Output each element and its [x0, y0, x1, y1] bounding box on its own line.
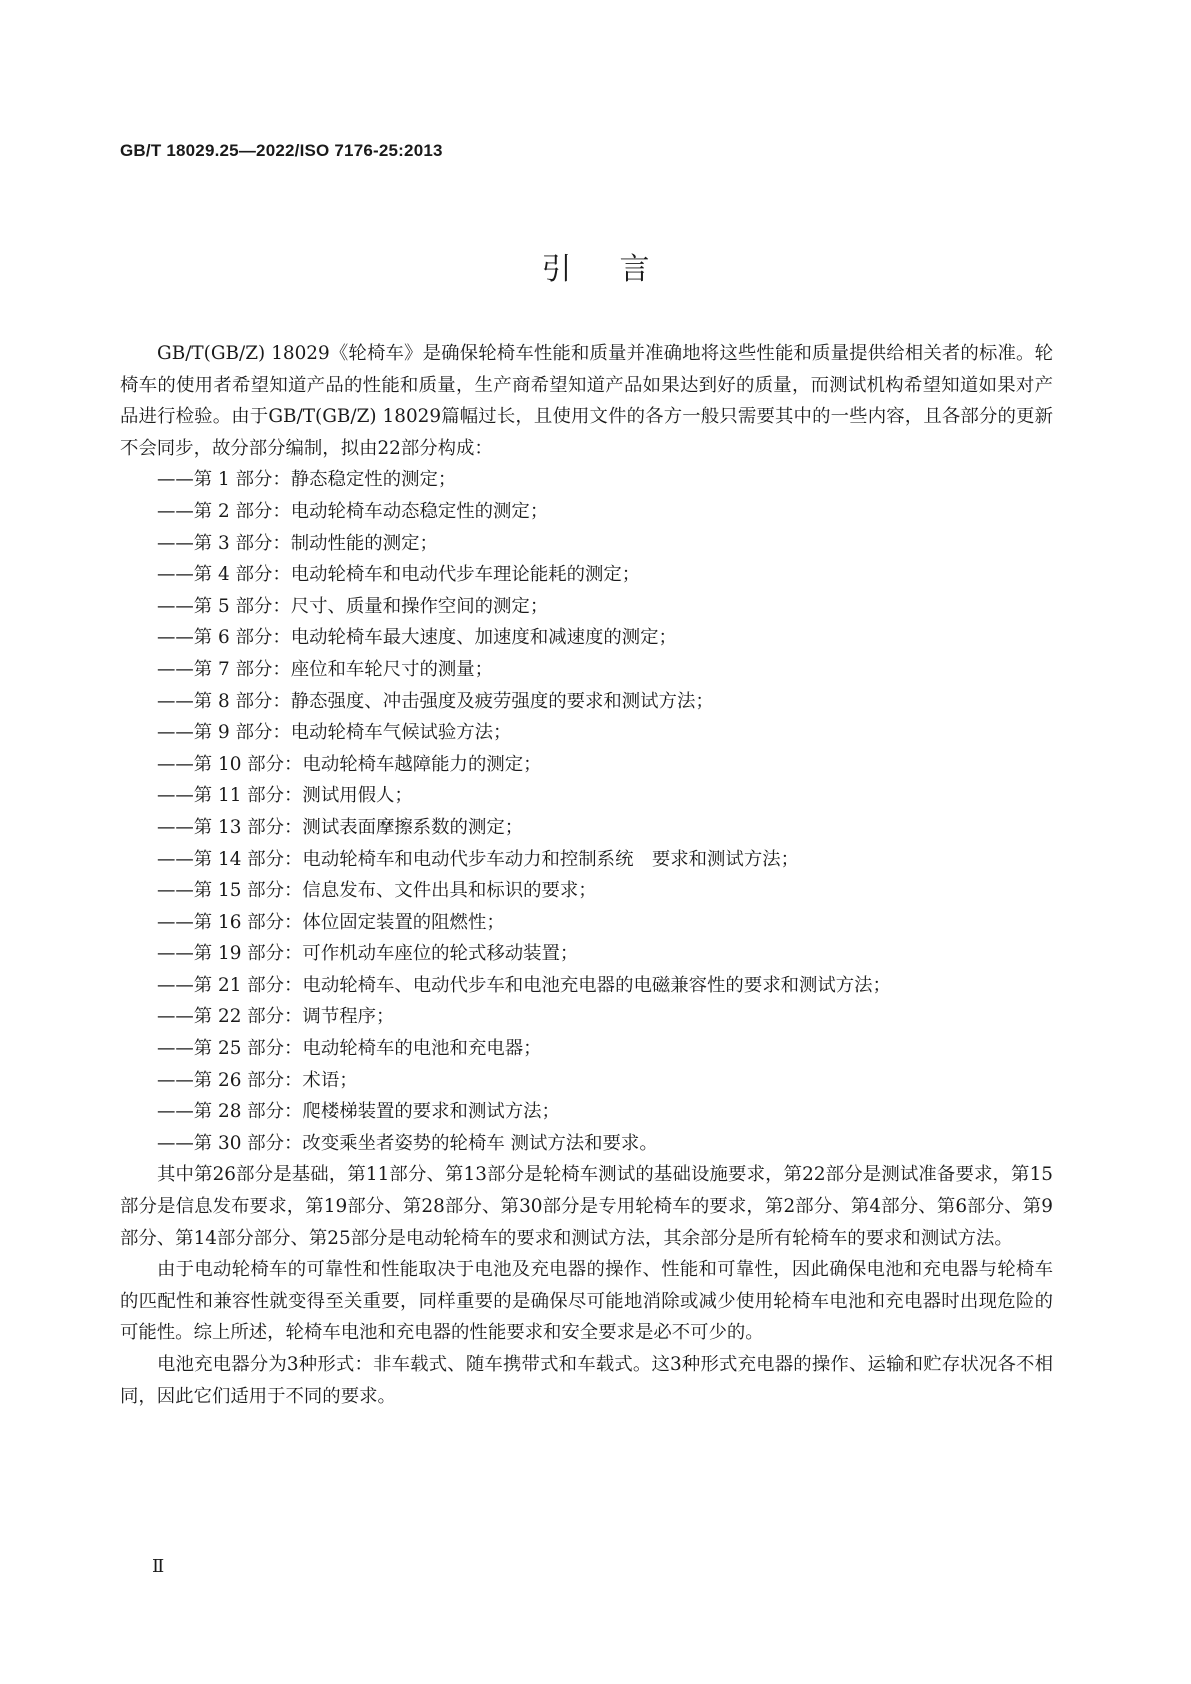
list-item: ——第 8 部分：静态强度、冲击强度及疲劳强度的要求和测试方法； [157, 690, 714, 712]
standard-code-header: GB/T 18029.25—2022/ISO 7176-25:2013 [120, 141, 443, 160]
list-item: ——第 2 部分：电动轮椅车动态稳定性的测定； [157, 500, 549, 522]
list-item: ——第 19 部分：可作机动车座位的轮式移动装置； [157, 943, 579, 965]
list-item: ——第 13 部分：测试表面摩擦系数的测定； [157, 816, 524, 838]
list-item: ——第 1 部分：静态稳定性的测定； [157, 469, 457, 491]
page-number: Ⅱ [152, 1556, 165, 1577]
list-item: ——第 30 部分：改变乘坐者姿势的轮椅车 测试方法和要求。 [157, 1132, 658, 1154]
list-item: ——第 25 部分：电动轮椅车的电池和充电器； [157, 1038, 542, 1060]
list-item: ——第 6 部分：电动轮椅车最大速度、加速度和减速度的测定； [157, 627, 677, 649]
list-item: ——第 15 部分：信息发布、文件出具和标识的要求； [157, 880, 597, 902]
list-item: ——第 11 部分：测试用假人； [157, 785, 413, 807]
list-item: ——第 7 部分：座位和车轮尺寸的测量； [157, 658, 494, 680]
list-item: ——第 21 部分：电动轮椅车、电动代步车和电池充电器的电磁兼容性的要求和测试方法； [157, 974, 891, 996]
list-item: ——第 14 部分：电动轮椅车和电动代步车动力和控制系统 要求和测试方法； [157, 848, 799, 870]
list-item: ——第 5 部分：尺寸、质量和操作空间的测定； [157, 595, 549, 617]
list-item: ——第 22 部分：调节程序； [157, 1006, 395, 1028]
list-item: ——第 4 部分：电动轮椅车和电动代步车理论能耗的测定； [157, 564, 641, 586]
intro-paragraph: GB/T(GB/Z) 18029《轮椅车》是确保轮椅车性能和质量并准确地将这些性能和质量提供给相关者的标准。轮椅车的使用者希望知道产品的性能和质量，生产商希望知道产品如果达到好的质量，而测试机构希望知道如果对产品进行检验。由于GB/T(GB/Z) 18029篇幅过长，且使用文件的各方一般只需要其中的一些内容，且各部分的更新不会同步，故分部分编制，拟由22部分构成： [120, 343, 1053, 459]
list-item: ——第 3 部分：制动性能的测定； [157, 532, 438, 554]
page-title: 引言 [541, 252, 698, 287]
importance-paragraph: 由于电动轮椅车的可靠性和性能取决于电池及充电器的操作、性能和可靠性，因此确保电池和充电器与轮椅车的匹配性和兼容性就变得至关重要，同样重要的是确保尽可能地消除或减少使用轮椅车电池和充电器时出现危险的可能性。综上所述，轮椅车电池和充电器的性能要求和安全要求是必不可少的。 [120, 1259, 1053, 1344]
parts-list [120, 464, 1053, 1159]
list-item: ——第 9 部分：电动轮椅车气候试验方法； [157, 722, 512, 744]
list-item: ——第 16 部分：体位固定装置的阻燃性； [157, 911, 505, 933]
list-item: ——第 28 部分：爬楼梯装置的要求和测试方法； [157, 1101, 560, 1123]
list-item: ——第 10 部分：电动轮椅车越障能力的测定； [157, 753, 542, 775]
list-item: ——第 26 部分：术语； [157, 1069, 358, 1091]
document-body [120, 338, 1053, 1412]
charger-types-paragraph: 电池充电器分为3种形式：非车载式、随车携带式和车载式。这3种形式充电器的操作、运输和贮存状况各不相同，因此它们适用于不同的要求。 [120, 1354, 1053, 1407]
structure-paragraph: 其中第26部分是基础，第11部分、第13部分是轮椅车测试的基础设施要求，第22部分是测试准备要求，第15部分是信息发布要求，第19部分、第28部分、第30部分是专用轮椅车的要求，第2部分、第4部分、第6部分、第9部分、第14部分部分、第25部分是电动轮椅车的要求和测试方法，其余部分是所有轮椅车的要求和测试方法。 [120, 1164, 1053, 1249]
